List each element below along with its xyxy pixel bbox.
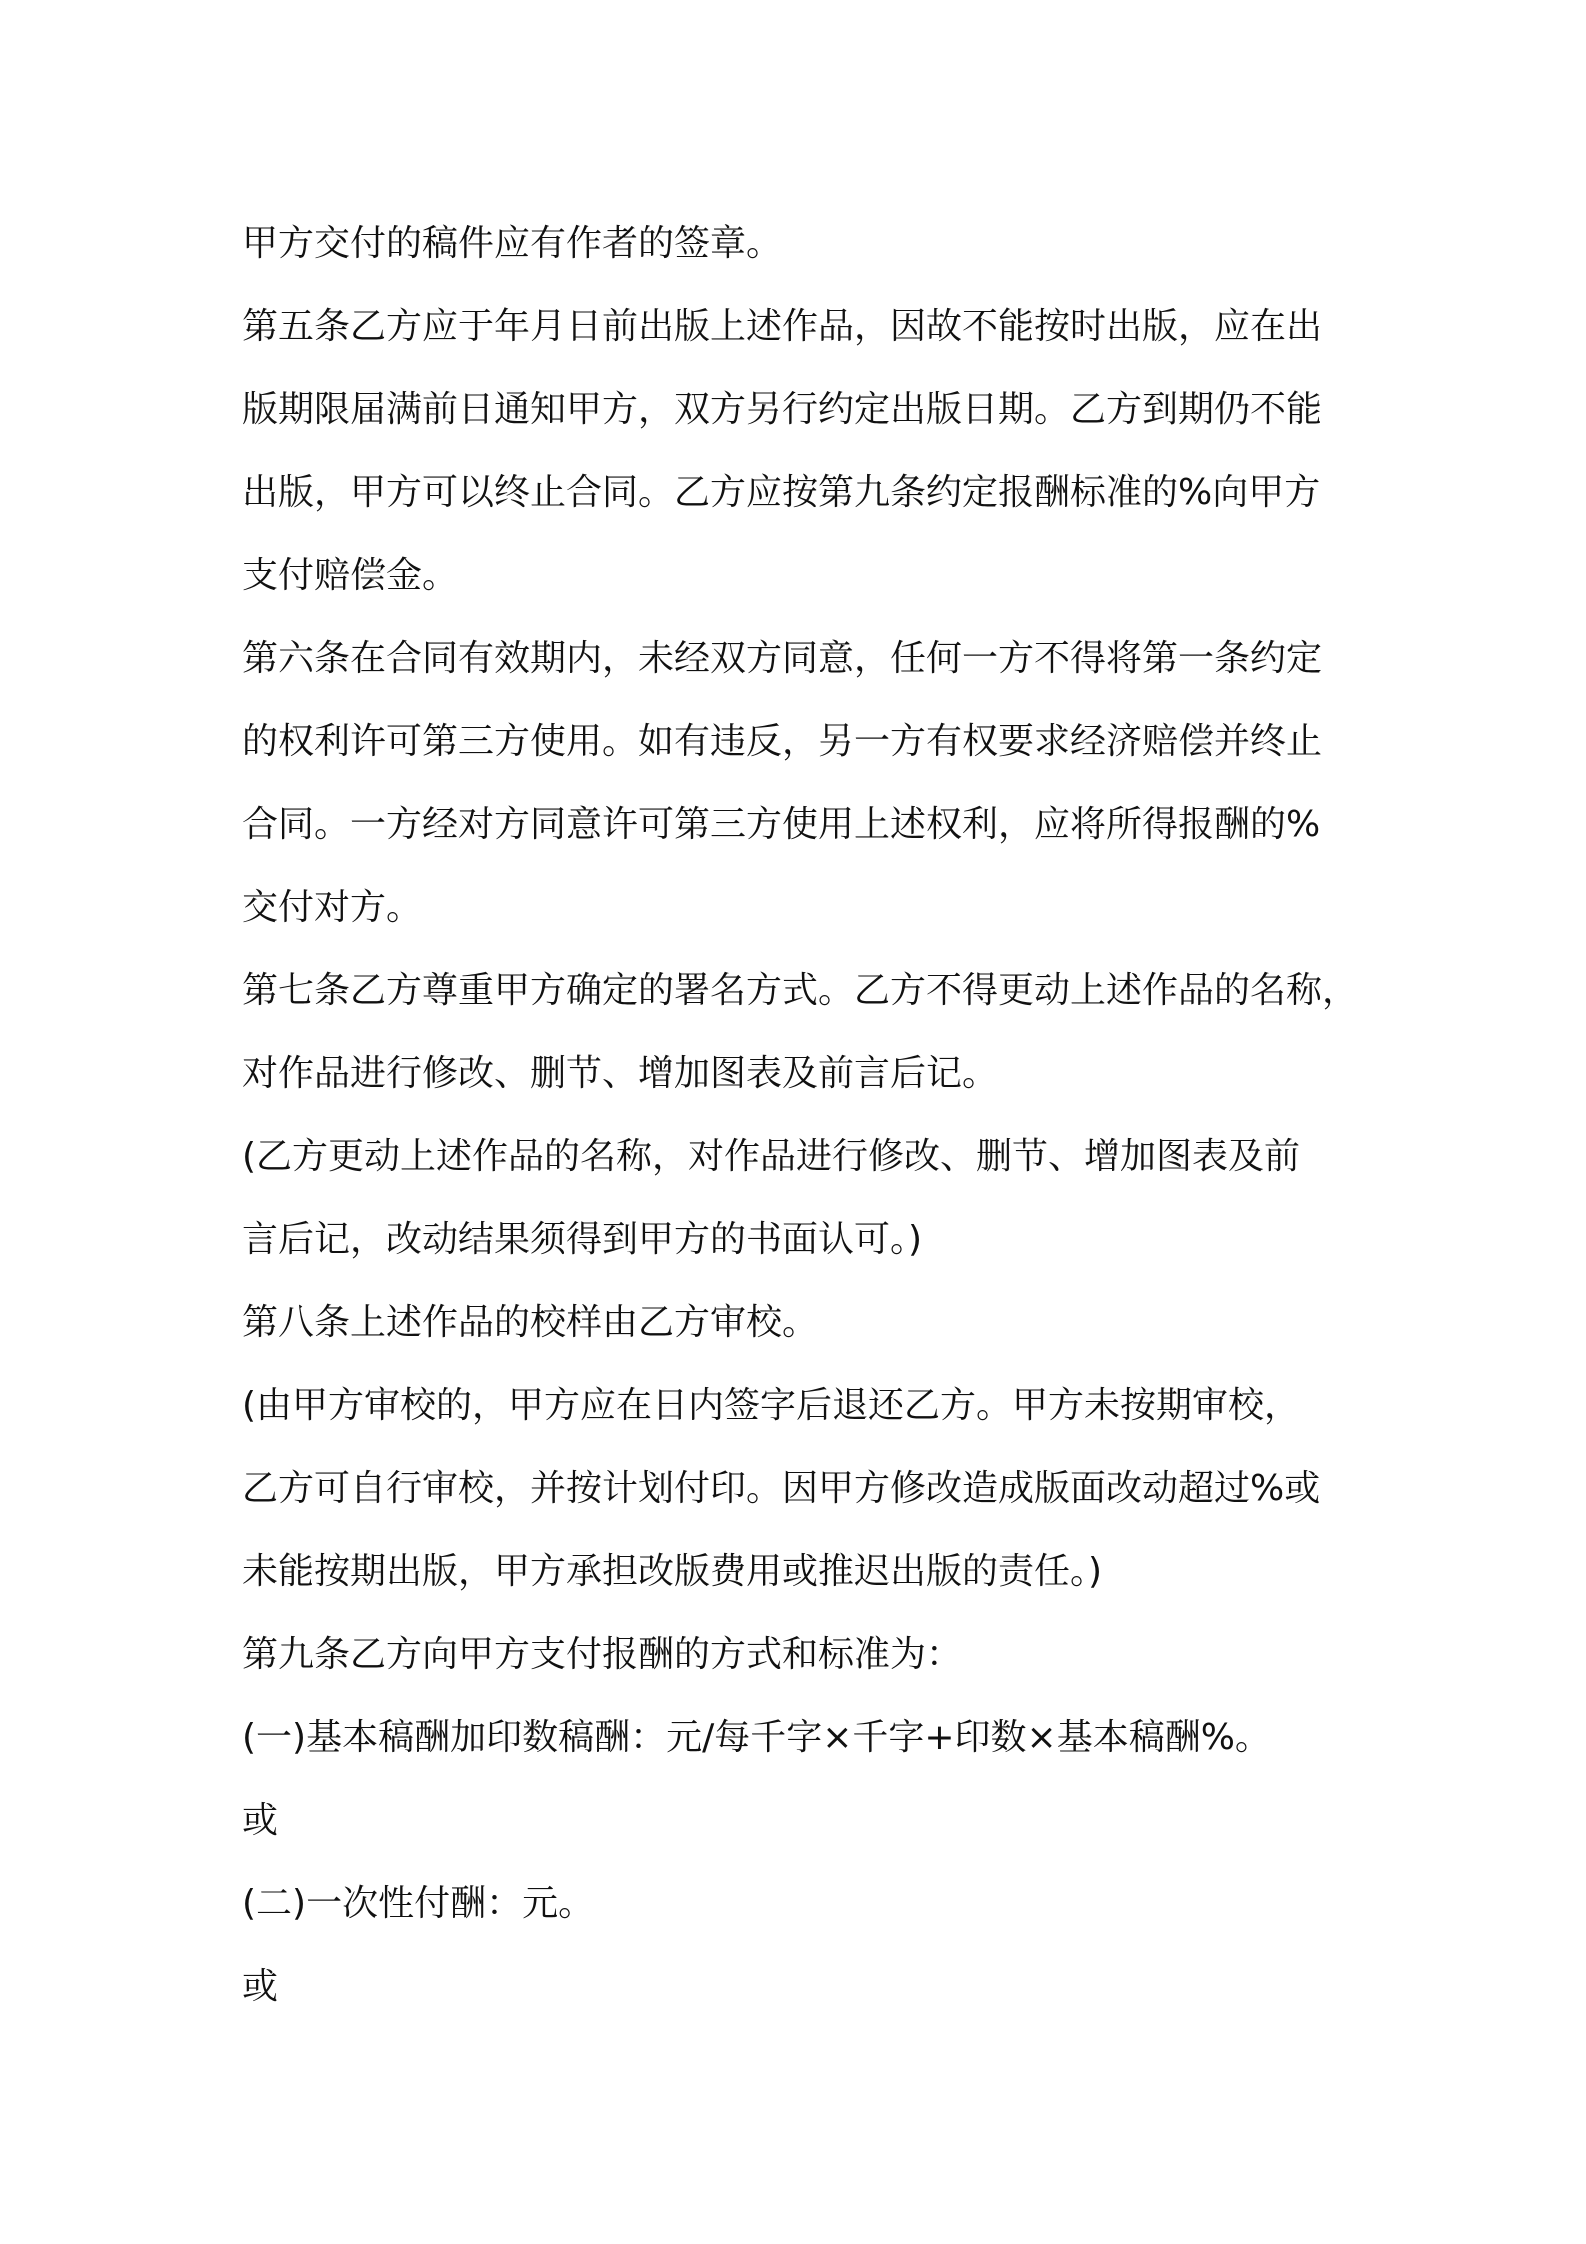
- text-line: 对作品进行修改、删节、增加图表及前言后记。: [242, 1053, 999, 1094]
- text-line: 第八条上述作品的校样由乙方审校。: [242, 1302, 819, 1343]
- document-body: [242, 202, 1372, 2028]
- text-line: 或: [242, 1966, 279, 2007]
- text-line: 言后记，改动结果须得到甲方的书面认可。): [242, 1219, 923, 1260]
- text-line: 支付赔偿金。: [242, 555, 459, 596]
- text-line: (二)一次性付酬：元。: [242, 1883, 595, 1924]
- text-line: 或: [242, 1800, 279, 1841]
- text-line: 未能按期出版，甲方承担改版费用或推迟出版的责任。): [242, 1551, 1103, 1592]
- text-line: 第七条乙方尊重甲方确定的署名方式。乙方不得更动上述作品的名称，: [242, 970, 1359, 1011]
- text-line: (乙方更动上述作品的名称，对作品进行修改、删节、增加图表及前: [242, 1136, 1301, 1177]
- text-line: 的权利许可第三方使用。如有违反，另一方有权要求经济赔偿并终止: [242, 721, 1323, 762]
- text-line: 甲方交付的稿件应有作者的签章。: [242, 223, 783, 264]
- text-line: 乙方可自行审校，并按计划付印。因甲方修改造成版面改动超过%或: [242, 1468, 1321, 1509]
- text-line: 合同。一方经对方同意许可第三方使用上述权利，应将所得报酬的%: [242, 804, 1321, 845]
- text-line: (由甲方审校的，甲方应在日内签字后退还乙方。甲方未按期审校，: [242, 1385, 1301, 1426]
- text-line: 交付对方。: [242, 887, 423, 928]
- text-line: 第五条乙方应于年月日前出版上述作品，因故不能按时出版，应在出: [242, 306, 1323, 347]
- text-line: 出版，甲方可以终止合同。乙方应按第九条约定报酬标准的%向甲方: [242, 472, 1321, 513]
- text-line: (一)基本稿酬加印数稿酬：元/每千字×千字+印数×基本稿酬%。: [242, 1717, 1271, 1758]
- text-line: 版期限届满前日通知甲方，双方另行约定出版日期。乙方到期仍不能: [242, 389, 1323, 430]
- text-line: 第九条乙方向甲方支付报酬的方式和标准为：: [242, 1634, 963, 1675]
- text-line: 第六条在合同有效期内，未经双方同意，任何一方不得将第一条约定: [242, 638, 1323, 679]
